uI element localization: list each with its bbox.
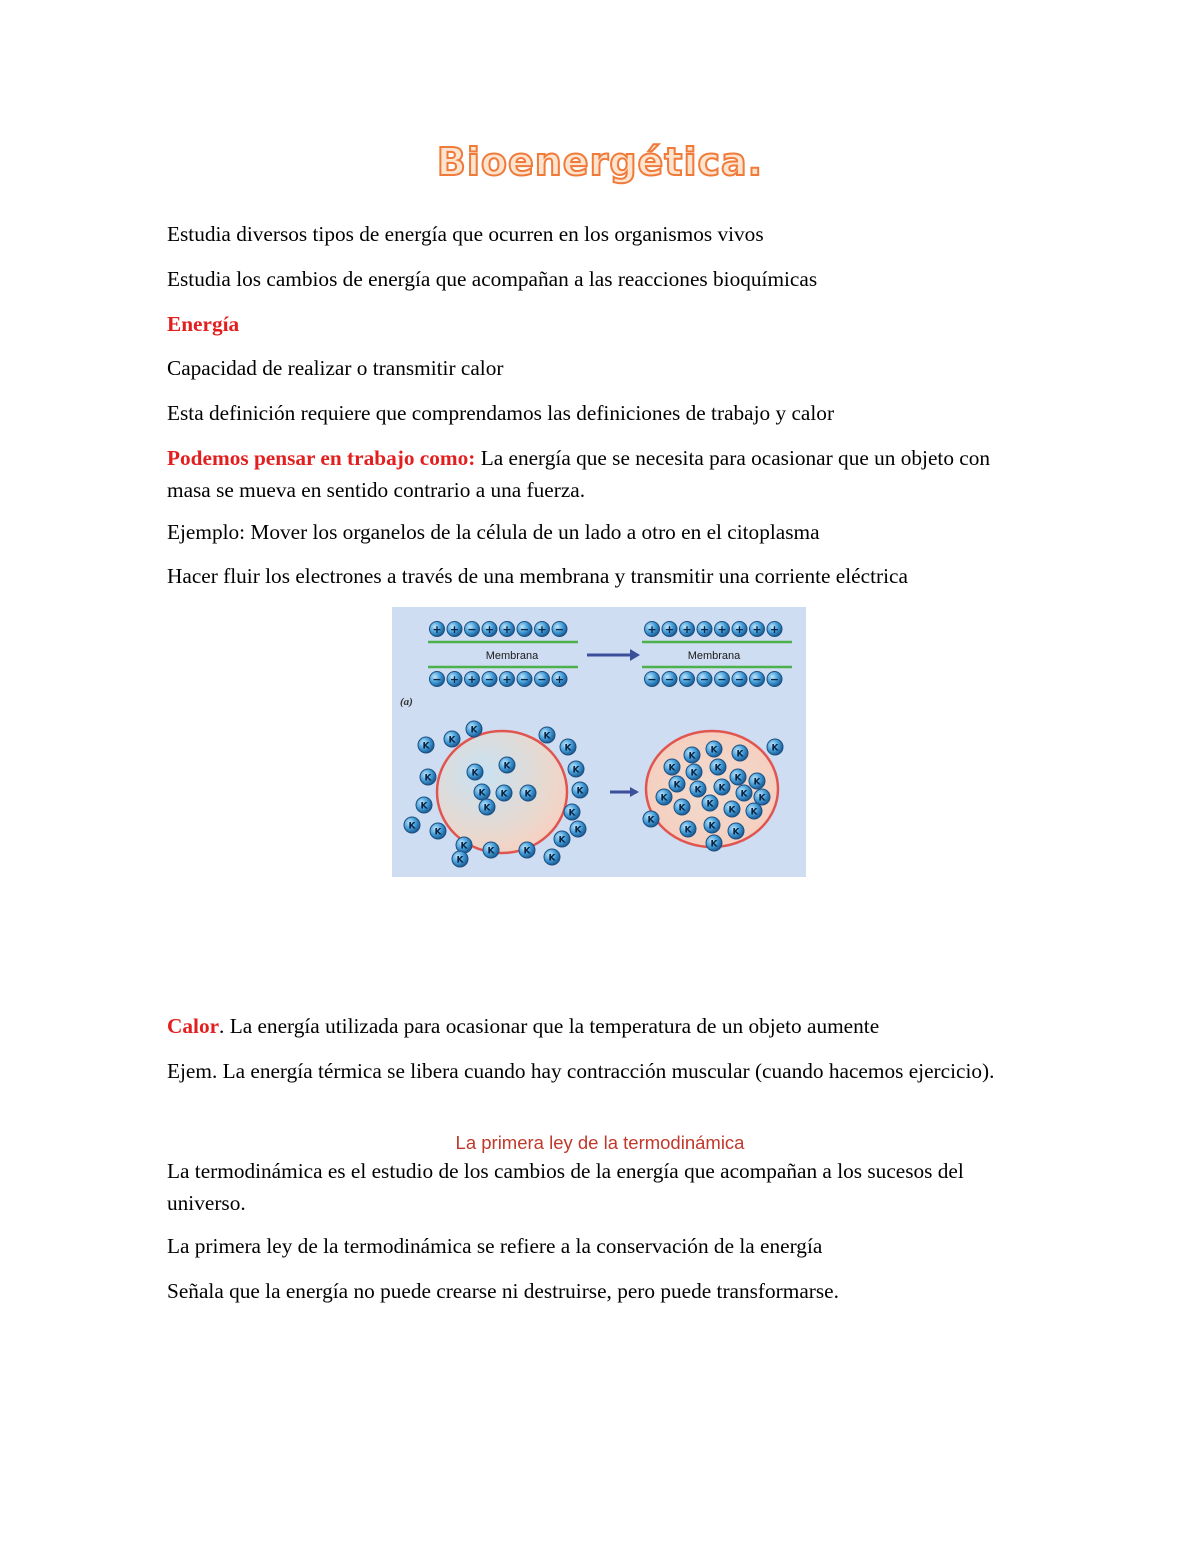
svg-text:+: + — [699, 623, 710, 636]
svg-text:K: K — [660, 793, 668, 804]
membrane-figure — [392, 607, 806, 877]
svg-text:+: + — [502, 623, 512, 636]
calor-text: . La energía utilizada para ocasionar que la temperatura de un objeto aumente — [219, 1014, 880, 1038]
document-title: Bioenergética. — [436, 140, 764, 184]
svg-text:+: + — [682, 623, 692, 636]
svg-text:−: − — [664, 673, 675, 686]
svg-text:K: K — [503, 761, 511, 772]
svg-text:+: + — [647, 623, 657, 636]
k-ion — [706, 741, 722, 757]
svg-text:K: K — [572, 765, 580, 776]
svg-text:K: K — [688, 751, 696, 762]
svg-text:−: − — [467, 623, 477, 636]
svg-text:K: K — [568, 808, 576, 819]
svg-text:K: K — [736, 749, 744, 760]
panel-label: (a) — [400, 696, 413, 708]
arrow-bottom-icon — [610, 787, 639, 797]
k-ion — [456, 837, 472, 853]
k-ion — [669, 776, 685, 792]
k-ion — [724, 801, 740, 817]
svg-text:K: K — [564, 743, 572, 754]
membrane-right-label: Membrana — [687, 650, 741, 662]
svg-text:−: − — [484, 673, 495, 686]
charge-row-left-bottom — [430, 672, 568, 687]
k-ion — [568, 761, 584, 777]
k-ion — [418, 737, 434, 753]
svg-text:K: K — [771, 743, 779, 754]
svg-text:+: + — [752, 623, 762, 636]
svg-text:−: − — [432, 673, 442, 686]
k-ion — [560, 739, 576, 755]
svg-text:+: + — [432, 623, 442, 636]
k-ion — [730, 769, 746, 785]
svg-text:K: K — [548, 853, 556, 864]
k-ion — [416, 797, 432, 813]
svg-text:K: K — [523, 846, 531, 857]
svg-text:K: K — [734, 773, 742, 784]
k-ion — [544, 849, 560, 865]
svg-text:K: K — [543, 731, 551, 742]
k-ion — [430, 823, 446, 839]
k-ion — [749, 773, 765, 789]
k-ion — [684, 747, 700, 763]
ley-paragraph-3: Señala que la energía no puede crearse ni destruirse, pero puede transformarse. — [167, 1279, 839, 1303]
k-ion — [736, 785, 752, 801]
ley-paragraph-1: La termodinámica es el estudio de los cambios de la energía que acompañan a los sucesos del universo. — [167, 1159, 964, 1215]
k-ion — [520, 785, 536, 801]
svg-text:K: K — [758, 793, 766, 804]
svg-text:K: K — [714, 763, 722, 774]
membrane-left — [428, 642, 578, 667]
k-ion — [564, 804, 580, 820]
k-ion — [643, 811, 659, 827]
svg-text:K: K — [710, 745, 718, 756]
svg-text:−: − — [519, 623, 530, 636]
k-ion — [686, 764, 702, 780]
k-ion — [483, 842, 499, 858]
k-ion — [690, 781, 706, 797]
charge-row-right-bottom — [645, 672, 783, 687]
ejemplo-paragraph: Ejemplo: Mover los organelos de la célula de un lado a otro en el citoplasma — [167, 520, 820, 544]
svg-text:−: − — [699, 673, 710, 686]
calor-paragraph — [167, 1010, 1027, 1042]
svg-text:K: K — [750, 807, 758, 818]
svg-text:K: K — [706, 799, 714, 810]
k-ion — [496, 785, 512, 801]
k-ion — [467, 764, 483, 780]
svg-text:+: + — [449, 673, 460, 686]
membrane-diagram — [392, 607, 806, 877]
svg-text:K: K — [753, 777, 761, 788]
svg-text:K: K — [668, 763, 676, 774]
charge-row-right-top — [645, 622, 783, 637]
k-ion — [474, 784, 490, 800]
k-ion — [728, 823, 744, 839]
svg-text:−: − — [752, 673, 762, 686]
svg-text:K: K — [487, 846, 495, 857]
svg-text:K: K — [500, 789, 508, 800]
k-ion — [499, 757, 515, 773]
k-ion — [767, 739, 783, 755]
svg-text:K: K — [728, 805, 736, 816]
svg-text:K: K — [460, 841, 468, 852]
svg-text:+: + — [537, 623, 547, 636]
k-ion — [572, 782, 588, 798]
svg-text:K: K — [448, 735, 456, 746]
energia-heading: Energía — [167, 312, 240, 336]
k-ion — [706, 835, 722, 851]
svg-text:K: K — [483, 803, 491, 814]
svg-text:+: + — [769, 623, 780, 636]
svg-text:K: K — [673, 780, 681, 791]
svg-text:K: K — [690, 768, 698, 779]
k-ion — [664, 759, 680, 775]
trabajo-paragraph — [167, 442, 1027, 506]
svg-text:K: K — [718, 783, 726, 794]
svg-text:K: K — [576, 786, 584, 797]
charge-row-left-top — [430, 622, 568, 637]
svg-text:+: + — [502, 673, 512, 686]
svg-text:K: K — [558, 835, 566, 846]
k-ion — [754, 789, 770, 805]
svg-text:K: K — [708, 821, 716, 832]
calor-label: Calor — [167, 1014, 220, 1038]
svg-text:−: − — [519, 673, 530, 686]
svg-text:K: K — [408, 821, 416, 832]
k-ion — [680, 821, 696, 837]
svg-text:−: − — [647, 673, 657, 686]
trabajo-text: La energía que se necesita para ocasionar que un objeto con masa se mueva en sentido contrario a una fuerza. — [167, 446, 991, 502]
k-ion — [704, 817, 720, 833]
ley-paragraph-2: La primera ley de la termodinámica se refiere a la conservación de la energía — [167, 1234, 823, 1258]
hacer-fluir-paragraph: Hacer fluir los electrones a través de una membrana y transmitir una corriente eléctrica — [167, 564, 908, 588]
paragraph-4: Esta definición requiere que comprendamos las definiciones de trabajo y calor — [167, 401, 835, 425]
k-ion — [702, 795, 718, 811]
k-ion — [674, 799, 690, 815]
k-ion — [466, 721, 482, 737]
k-ion — [519, 842, 535, 858]
paragraph-1: Estudia diversos tipos de energía que ocurren en los organismos vivos — [167, 222, 764, 246]
trabajo-label: Podemos pensar en trabajo como: — [167, 446, 476, 470]
svg-text:K: K — [678, 803, 686, 814]
svg-text:K: K — [732, 827, 740, 838]
membrane-left-label: Membrana — [485, 650, 539, 662]
svg-text:K: K — [434, 827, 442, 838]
k-ion — [746, 803, 762, 819]
primera-ley-heading: La primera ley de la termodinámica — [455, 1132, 745, 1153]
svg-text:K: K — [478, 788, 486, 799]
k-ion — [444, 731, 460, 747]
k-ion — [479, 799, 495, 815]
k-ion — [570, 821, 586, 837]
svg-text:K: K — [471, 768, 479, 779]
k-ion — [554, 831, 570, 847]
k-ion — [710, 759, 726, 775]
svg-text:K: K — [524, 789, 532, 800]
svg-text:K: K — [574, 825, 582, 836]
svg-text:+: + — [467, 673, 477, 686]
svg-text:+: + — [734, 623, 745, 636]
svg-text:K: K — [694, 785, 702, 796]
paragraph-2: Estudia los cambios de energía que acompañan a las reacciones bioquímicas — [167, 267, 818, 291]
k-ion — [404, 817, 420, 833]
k-ion — [714, 779, 730, 795]
svg-text:+: + — [484, 623, 495, 636]
k-ion — [732, 745, 748, 761]
ejem-paragraph: Ejem. La energía térmica se libera cuando hay contracción muscular (cuando hacemos ejercicio). — [167, 1059, 995, 1083]
k-ion — [656, 789, 672, 805]
svg-text:K: K — [422, 741, 430, 752]
svg-text:K: K — [424, 773, 432, 784]
svg-text:K: K — [456, 855, 464, 866]
svg-text:−: − — [717, 673, 727, 686]
svg-text:+: + — [717, 623, 727, 636]
svg-text:−: − — [769, 673, 780, 686]
svg-text:K: K — [684, 825, 692, 836]
svg-text:+: + — [664, 623, 675, 636]
svg-text:−: − — [682, 673, 692, 686]
svg-text:−: − — [554, 623, 565, 636]
k-ion — [539, 727, 555, 743]
membrane-right — [642, 642, 792, 667]
svg-text:K: K — [647, 815, 655, 826]
svg-text:−: − — [734, 673, 745, 686]
k-ion — [420, 769, 436, 785]
svg-text:K: K — [740, 789, 748, 800]
paragraph-3: Capacidad de realizar o transmitir calor — [167, 356, 504, 380]
svg-text:+: + — [449, 623, 460, 636]
svg-text:K: K — [710, 839, 718, 850]
svg-text:K: K — [470, 725, 478, 736]
k-ion — [452, 851, 468, 867]
arrow-top-icon — [587, 649, 640, 661]
svg-text:K: K — [420, 801, 428, 812]
svg-text:+: + — [554, 673, 565, 686]
svg-text:−: − — [537, 673, 547, 686]
